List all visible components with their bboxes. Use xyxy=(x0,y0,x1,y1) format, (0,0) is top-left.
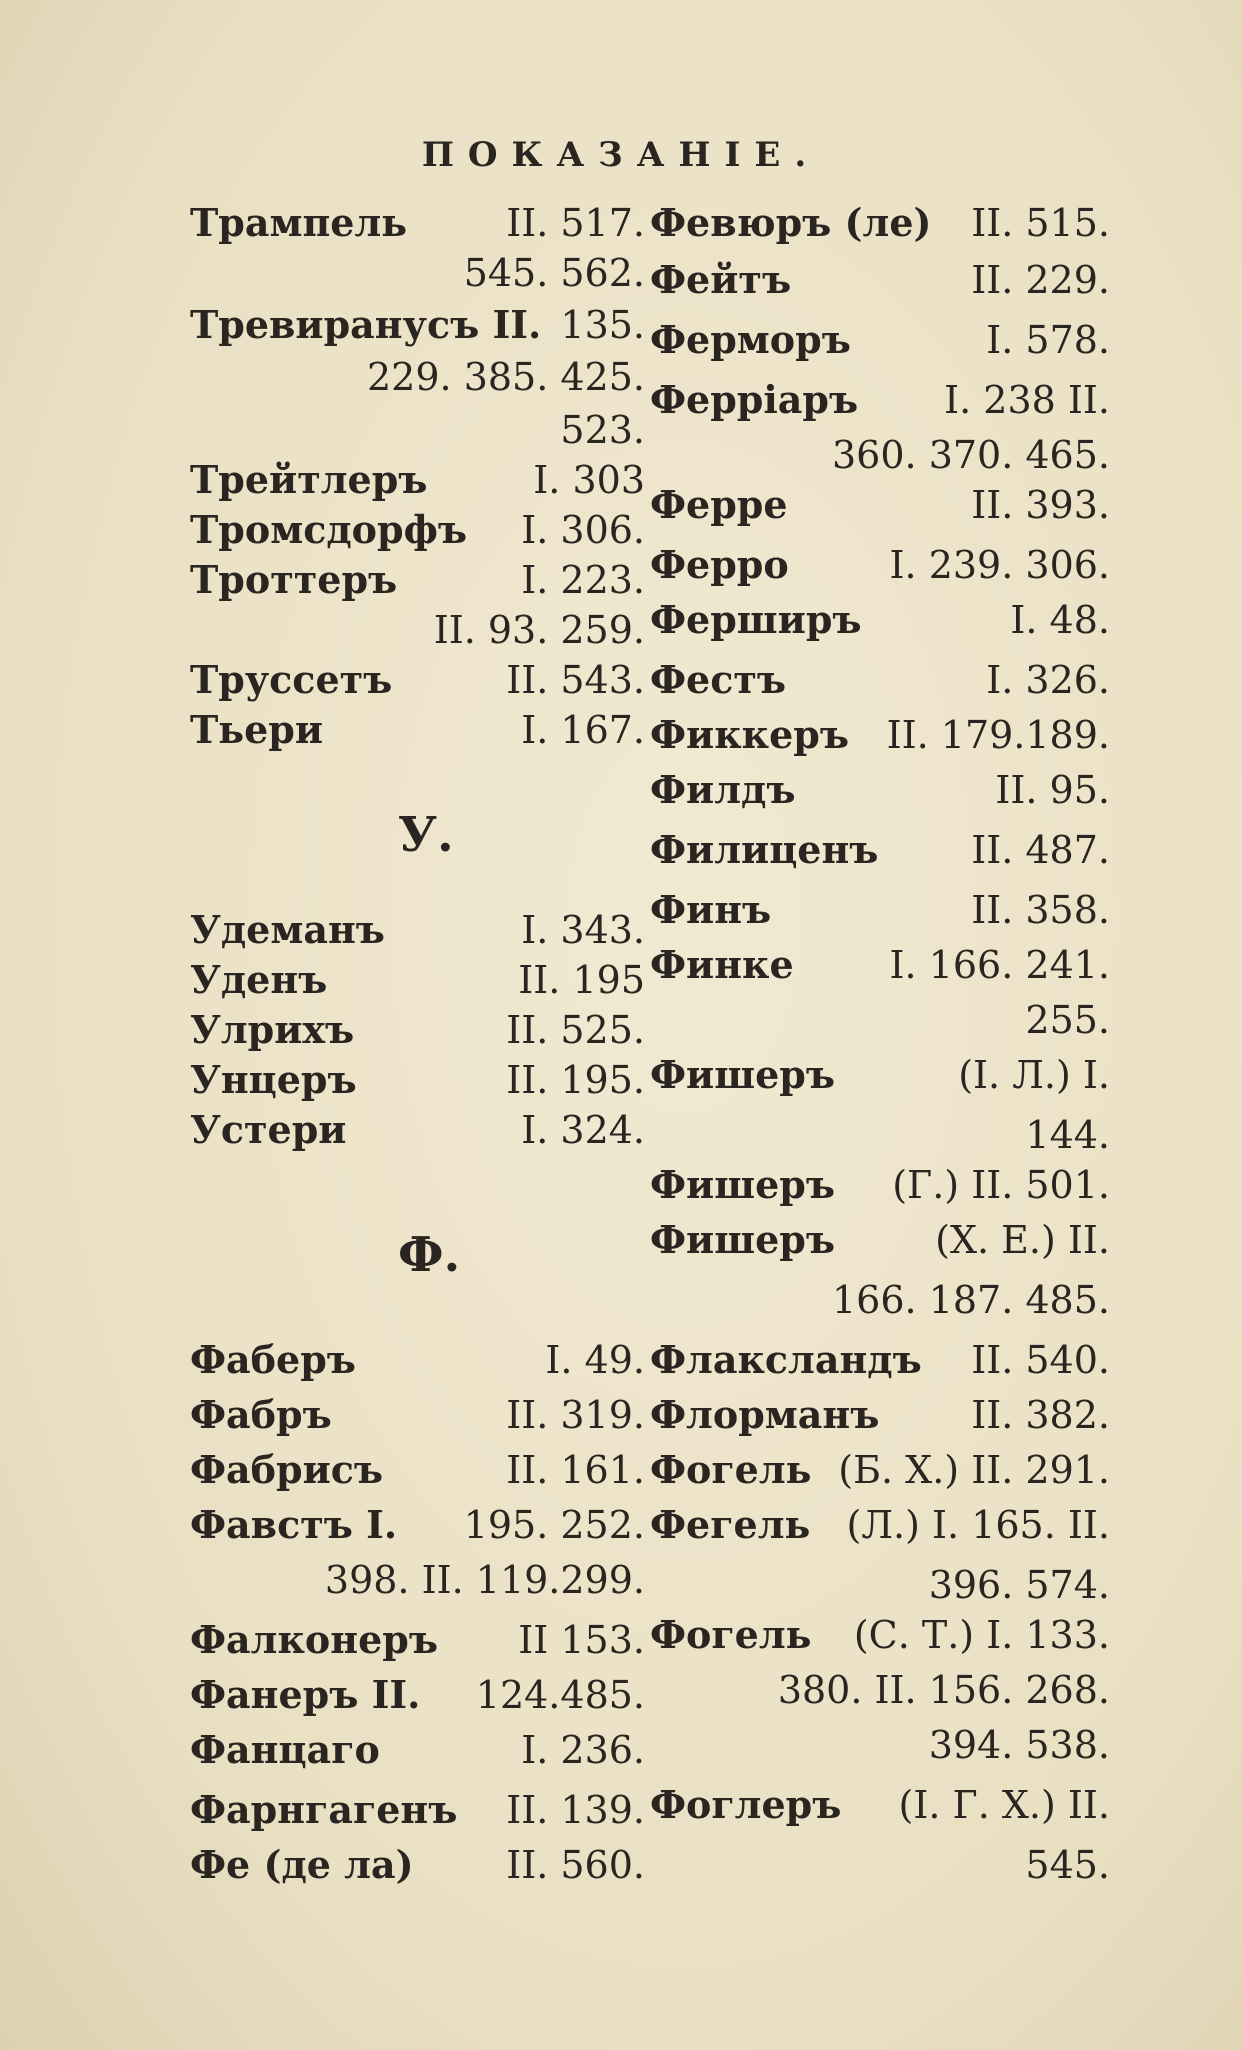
entry-refs: (Л.) I. 165. II. xyxy=(846,1503,1110,1547)
entry-refs: II. 195 xyxy=(518,958,645,1002)
entry-refs: 166. 187. 485. xyxy=(832,1278,1110,1322)
section-heading-f: Ф. xyxy=(398,1227,461,1283)
right-entry xyxy=(650,480,1110,530)
entry-name: Фишеръ xyxy=(650,1052,835,1097)
entry-refs: (Г.) II. 501. xyxy=(892,1163,1110,1207)
entry-refs: II. 515. xyxy=(971,201,1110,245)
entry-refs: 229. 385. 425. xyxy=(367,355,645,399)
entry-name: Фабръ xyxy=(190,1392,332,1437)
entry-refs: I. 343. xyxy=(521,908,645,952)
left-entry xyxy=(190,352,645,402)
entry-refs: I. 326. xyxy=(986,658,1110,702)
entry-name: Фанеръ II. xyxy=(190,1672,421,1717)
right-entry xyxy=(650,655,1110,705)
entry-refs: (I. Л.) I. xyxy=(958,1053,1110,1097)
left-entry xyxy=(190,1725,645,1775)
entry-refs: II. 179.189. xyxy=(886,713,1110,757)
entry-refs: I. 48. xyxy=(1010,598,1110,642)
left-entry xyxy=(190,955,645,1005)
entry-refs: (Б. Х.) II. 291. xyxy=(838,1448,1110,1492)
right-entry xyxy=(650,1050,1110,1100)
left-entry xyxy=(190,248,645,298)
entry-refs: II. 393. xyxy=(971,483,1110,527)
entry-name: Трампель xyxy=(190,200,408,245)
entry-name: Ферре xyxy=(650,482,788,527)
entry-refs: I. 578. xyxy=(986,318,1110,362)
left-entry xyxy=(190,705,645,755)
entry-name: Фиккеръ xyxy=(650,712,850,757)
entry-name: Фишеръ xyxy=(650,1217,835,1262)
right-entry xyxy=(650,1160,1110,1210)
entry-name: Ферріаръ xyxy=(650,377,859,422)
entry-refs: I. 239. 306. xyxy=(889,543,1110,587)
entry-refs: II. 487. xyxy=(971,828,1110,872)
right-entry xyxy=(650,1610,1110,1660)
entry-name: Фестъ xyxy=(650,657,787,702)
entry-name: Фишеръ xyxy=(650,1162,835,1207)
entry-name: Троттеръ xyxy=(190,557,398,602)
entry-refs: 380. II. 156. 268. xyxy=(777,1668,1110,1712)
right-entry xyxy=(650,1560,1110,1610)
entry-refs: II. 139. xyxy=(506,1788,645,1832)
entry-refs: II. 560. xyxy=(506,1843,645,1887)
entry-refs: 523. xyxy=(560,408,645,452)
entry-name: Ферро xyxy=(650,542,789,587)
entry-name: Фе (де ла) xyxy=(190,1842,414,1887)
entry-refs: (С. Т.) I. 133. xyxy=(853,1613,1110,1657)
right-entry xyxy=(650,1390,1110,1440)
right-entry xyxy=(650,1275,1110,1325)
entry-name: Фогель xyxy=(650,1447,812,1492)
entry-name: Тьери xyxy=(190,707,323,752)
entry-refs: I. 223. xyxy=(521,558,645,602)
right-entry xyxy=(650,540,1110,590)
right-entry xyxy=(650,1110,1110,1160)
left-entry xyxy=(190,1390,645,1440)
entry-refs: (I. Г. Х.) II. xyxy=(898,1783,1110,1827)
right-entry xyxy=(650,255,1110,305)
left-entry xyxy=(190,1105,645,1155)
page-title: ПОКАЗАНІЕ. xyxy=(421,135,821,175)
left-entry xyxy=(190,1500,645,1550)
entry-refs: 195. 252. xyxy=(463,1503,645,1547)
entry-refs: 398. II. 119.299. xyxy=(324,1558,645,1602)
entry-refs: I. 306. xyxy=(521,508,645,552)
right-entry xyxy=(650,430,1110,480)
right-entry xyxy=(650,1665,1110,1715)
right-entry xyxy=(650,375,1110,425)
entry-name: Улрихъ xyxy=(190,1007,355,1052)
entry-refs: II. 161. xyxy=(506,1448,645,1492)
right-entry xyxy=(650,995,1110,1045)
entry-refs: 124.485. xyxy=(475,1673,645,1717)
entry-refs: 144. xyxy=(1025,1113,1110,1157)
entry-refs: II. 382. xyxy=(971,1393,1110,1437)
entry-name: Фоглеръ xyxy=(650,1782,842,1827)
section-heading-u: У. xyxy=(398,807,454,863)
entry-name: Фарнгагенъ xyxy=(190,1787,458,1832)
left-entry xyxy=(190,455,645,505)
entry-name: Ферморъ xyxy=(650,317,851,362)
entry-refs: (Х. Е.) II. xyxy=(935,1218,1110,1262)
entry-name: Фабрисъ xyxy=(190,1447,384,1492)
entry-name: Фаберъ xyxy=(190,1337,356,1382)
entry-refs: II. 358. xyxy=(971,888,1110,932)
entry-refs: 135. xyxy=(560,303,645,347)
entry-name: Унцеръ xyxy=(190,1057,357,1102)
entry-refs: II. 540. xyxy=(971,1338,1110,1382)
entry-name: Труссетъ xyxy=(190,657,393,702)
left-entry xyxy=(190,605,645,655)
right-entry xyxy=(650,825,1110,875)
left-entry xyxy=(190,300,645,350)
entry-refs: I. 166. 241. xyxy=(889,943,1110,987)
entry-refs: II. 517. xyxy=(506,201,645,245)
left-entry xyxy=(190,905,645,955)
entry-name: Филдъ xyxy=(650,767,796,812)
right-entry xyxy=(650,940,1110,990)
entry-name: Тревиранусъ II. xyxy=(190,302,542,347)
left-entry xyxy=(190,1670,645,1720)
entry-name: Ферширъ xyxy=(650,597,862,642)
entry-refs: II. 525. xyxy=(506,1008,645,1052)
left-entry xyxy=(190,505,645,555)
entry-name: Флорманъ xyxy=(650,1392,880,1437)
right-entry xyxy=(650,1445,1110,1495)
entry-refs: 545. 562. xyxy=(463,251,645,295)
left-entry xyxy=(190,1335,645,1385)
right-entry xyxy=(650,198,1110,248)
entry-name: Удеманъ xyxy=(190,907,385,952)
entry-refs: I. 303 xyxy=(533,458,645,502)
entry-refs: I. 238 II. xyxy=(944,378,1110,422)
entry-name: Трейтлеръ xyxy=(190,457,428,502)
left-entry xyxy=(190,1555,645,1605)
entry-name: Фалконеръ xyxy=(190,1617,438,1662)
entry-name: Устери xyxy=(190,1107,347,1152)
entry-name: Финъ xyxy=(650,887,772,932)
entry-refs: 396. 574. xyxy=(928,1563,1110,1607)
entry-name: Филиценъ xyxy=(650,827,879,872)
left-entry xyxy=(190,1840,645,1890)
right-entry xyxy=(650,1215,1110,1265)
right-entry xyxy=(650,765,1110,815)
entry-refs: II 153. xyxy=(518,1618,645,1662)
entry-name: Финке xyxy=(650,942,794,987)
entry-refs: 360. 370. 465. xyxy=(832,433,1110,477)
right-entry xyxy=(650,1335,1110,1385)
entry-name: Фейтъ xyxy=(650,257,792,302)
entry-name: Флаксландъ xyxy=(650,1337,922,1382)
entry-refs: 394. 538. xyxy=(928,1723,1110,1767)
right-entry xyxy=(650,885,1110,935)
entry-refs: 545. xyxy=(1025,1843,1110,1887)
right-entry xyxy=(650,315,1110,365)
left-entry xyxy=(190,1615,645,1665)
left-entry xyxy=(190,405,645,455)
right-entry xyxy=(650,595,1110,645)
entry-name: Уденъ xyxy=(190,957,328,1002)
left-entry xyxy=(190,1785,645,1835)
entry-refs: II. 195. xyxy=(506,1058,645,1102)
entry-refs: I. 167. xyxy=(521,708,645,752)
entry-name: Фогель xyxy=(650,1612,812,1657)
left-entry xyxy=(190,655,645,705)
right-entry xyxy=(650,1780,1110,1830)
entry-name: Фегель xyxy=(650,1502,811,1547)
right-entry xyxy=(650,1720,1110,1770)
left-entry xyxy=(190,1445,645,1495)
left-entry xyxy=(190,1005,645,1055)
right-entry xyxy=(650,710,1110,760)
entry-refs: II. 95. xyxy=(995,768,1110,812)
right-entry xyxy=(650,1840,1110,1890)
entry-refs: I. 49. xyxy=(545,1338,645,1382)
right-entry xyxy=(650,1500,1110,1550)
entry-refs: 255. xyxy=(1025,998,1110,1042)
entry-name: Фанцаго xyxy=(190,1727,380,1772)
entry-name: Февюръ (ле) xyxy=(650,200,932,245)
entry-name: Тромсдорфъ xyxy=(190,507,468,552)
entry-refs: I. 236. xyxy=(521,1728,645,1772)
entry-refs: II. 319. xyxy=(506,1393,645,1437)
entry-refs: I. 324. xyxy=(521,1108,645,1152)
left-entry xyxy=(190,555,645,605)
left-entry xyxy=(190,1055,645,1105)
entry-refs: II. 229. xyxy=(971,258,1110,302)
entry-name: Фавстъ I. xyxy=(190,1502,398,1547)
left-entry xyxy=(190,198,645,248)
entry-refs: II. 93. 259. xyxy=(433,608,645,652)
entry-refs: II. 543. xyxy=(506,658,645,702)
